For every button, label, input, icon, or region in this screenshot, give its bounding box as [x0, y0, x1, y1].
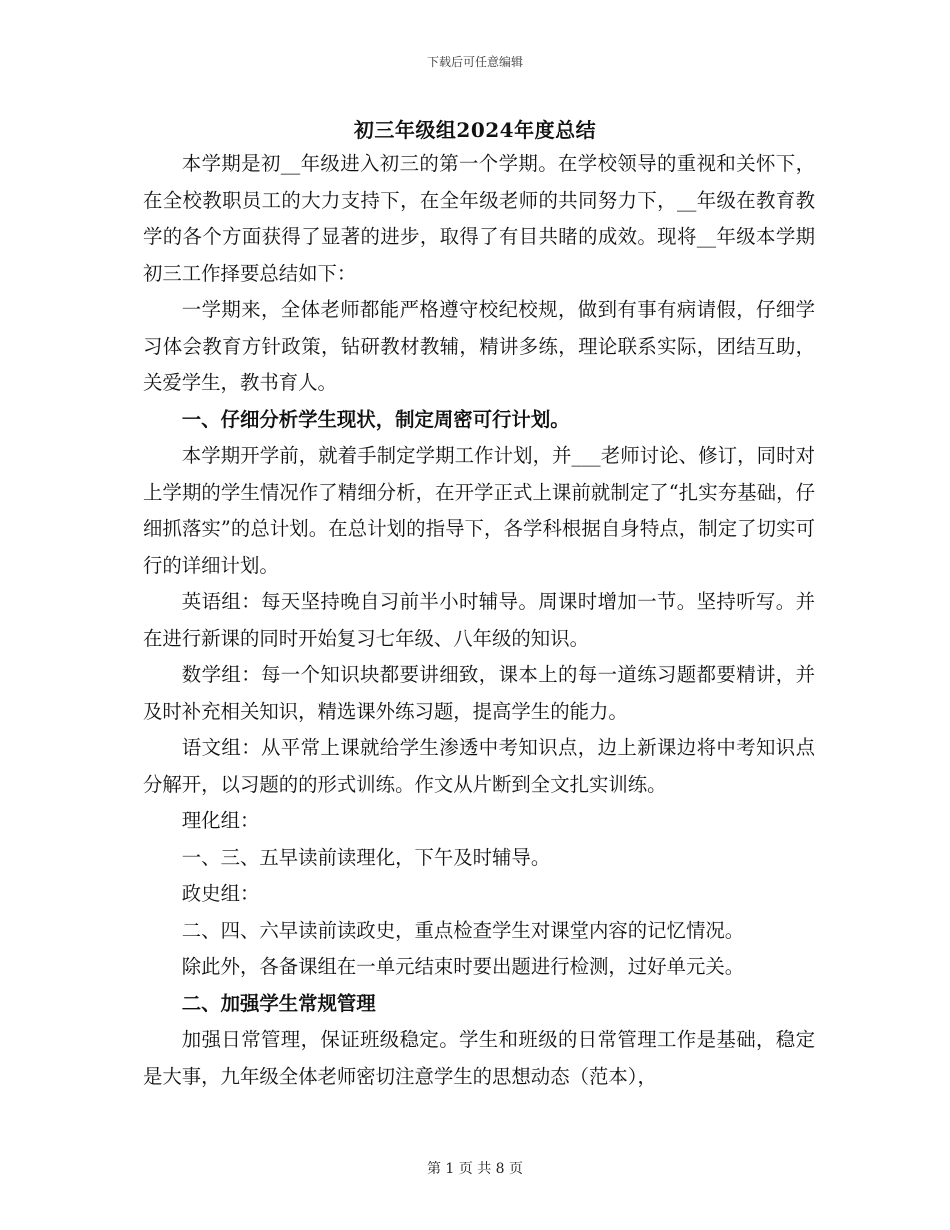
- paragraph-unit-tests: 除此外，各备课组在一单元结束时要出题进行检测，过好单元关。: [181, 955, 745, 978]
- paragraph-daily-management: 加强日常管理，保证班级稳定。学生和班级的日常管理工作是基础，稳定是大事，九年级全体老师密切注意学生的思想动态（范本），: [143, 1028, 815, 1088]
- paragraph-plan: 本学期开学前，就着手制定学期工作计划，并___老师讨论、修订，同时对上学期的学生情况作了精细分析，在开学正式上课前就制定了“扎实夯基础，仔细抓落实”的总计划。在总计划的指导下，各学科根据自身特点，制定了切实可行的详细计划。: [143, 444, 815, 577]
- paragraph-teachers: 一学期来，全体老师都能严格遵守校纪校规，做到有事有病请假，仔细学习体会教育方针政策，钻研教材教辅，精讲多练，理论联系实际，团结互助，关爱学生，教书育人。: [143, 298, 815, 394]
- paragraph-politics-history-label: 政史组：: [181, 882, 260, 905]
- section-heading-2: 二、加强学生常规管理: [181, 991, 376, 1015]
- page-footer: 第 1 页 共 8 页: [426, 1161, 524, 1177]
- paragraph-english-group: 英语组：每天坚持晚自习前半小时辅导。周课时增加一节。坚持听写。并在进行新课的同时开始复习七年级、八年级的知识。: [143, 590, 815, 650]
- paragraph-math-group: 数学组：每一个知识块都要讲细致，课本上的每一道练习题都要精讲，并及时补充相关知识，精选课外练习题，提高学生的能力。: [143, 663, 815, 723]
- paragraph-chinese-group: 语文组：从平常上课就给学生渗透中考知识点，边上新课边将中考知识点分解开，以习题的的形式训练。作文从片断到全文扎实训练。: [143, 736, 815, 796]
- document-body: [143, 146, 815, 1095]
- document-title: 初三年级组2024年度总结: [353, 118, 597, 142]
- paragraph-intro: 本学期是初__年级进入初三的第一个学期。在学校领导的重视和关怀下，在全校教职员工的大力支持下，在全年级老师的共同努力下，__年级在教育教学的各个方面获得了显著的进步，取得了有目共睹的成效。现将__年级本学期初三工作择要总结如下：: [143, 152, 815, 285]
- header-note: 下载后可任意编辑: [426, 55, 523, 69]
- paragraph-physics-chem-detail: 一、三、五早读前读理化，下午及时辅导。: [181, 845, 551, 869]
- section-heading-1: 一、仔细分析学生现状，制定周密可行计划。: [181, 407, 570, 431]
- paragraph-politics-history-detail: 二、四、六早读前读政史，重点检查学生对课堂内容的记忆情况。: [181, 918, 745, 942]
- paragraph-physics-chem-label: 理化组：: [181, 809, 260, 832]
